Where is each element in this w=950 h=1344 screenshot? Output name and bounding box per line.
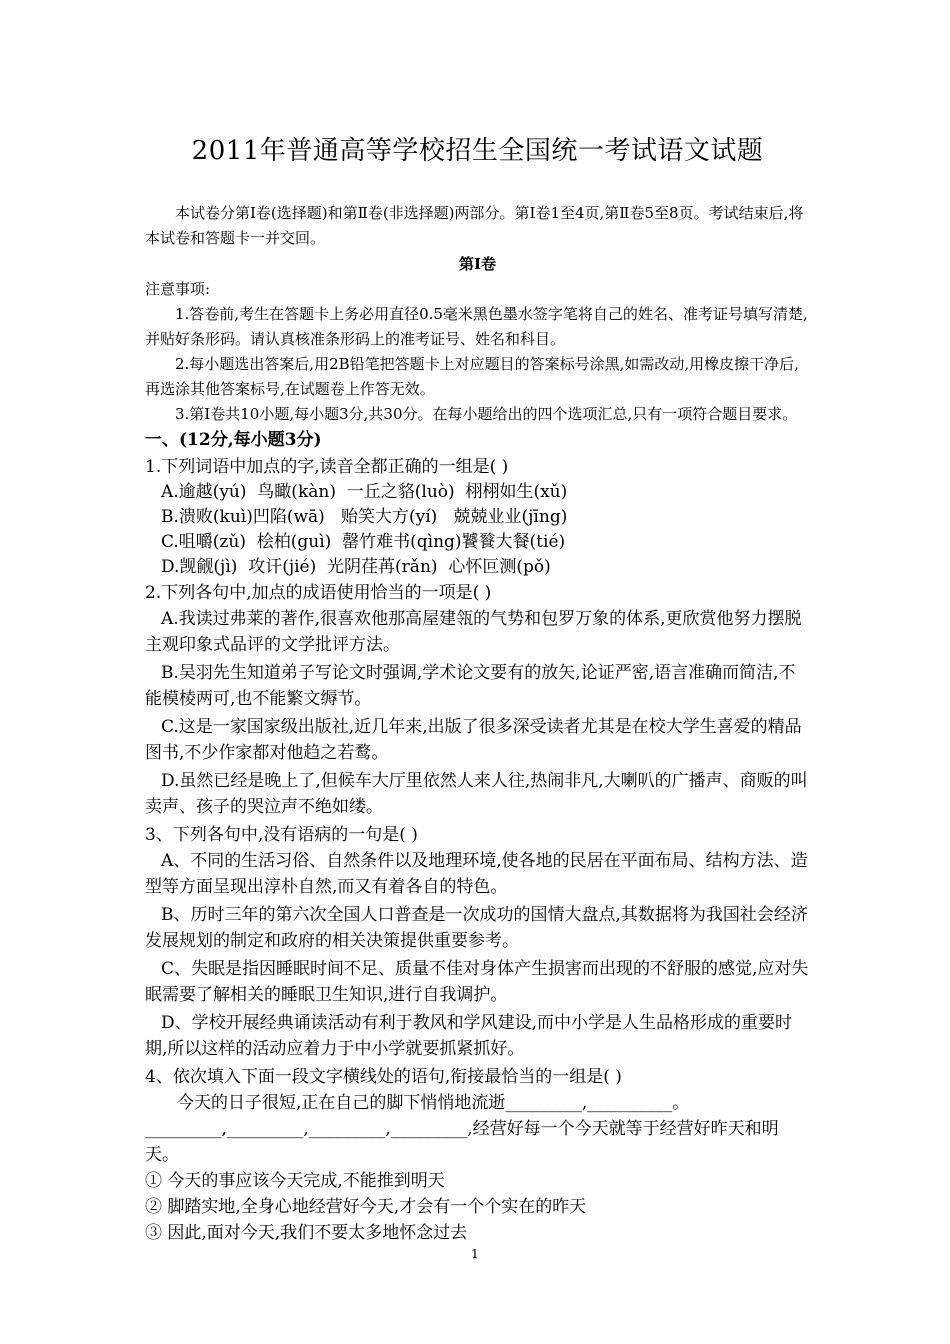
question-1-option-a: A.逾越(yú) 鸟瞰(kàn) 一丘之貉(luò) 栩栩如生(xǔ) [161,482,568,502]
question-3-option-d: D、学校开展经典诵读活动有利于教风和学风建设,而中小学是人生品格形成的重要时期,所以这样的活动应着力于中小学就要抓紧抓好。 [145,1013,793,1059]
question-1-option-d: D.觊觎(jì) 攻讦(jié) 光阴荏苒(rǎn) 心怀叵测(pǒ) [161,557,551,577]
document-content [145,130,810,1246]
question-1-option-c: C.咀嚼(zǔ) 桧柏(guì) 罄竹难书(qìng)饕餮大餐(tié) [161,532,566,552]
question-1-stem: 1.下列词语中加点的字,读音全都正确的一组是( ) [145,457,509,477]
question-4-item: ② 脚踏实地,全身心地经营好今天,才会有一个个实在的昨天 [145,1197,587,1217]
question-2-option-a: A.我读过弗莱的著作,很喜欢他那高屋建瓴的气势和包罗万象的体系,更欣赏他努力摆脱主观印象式品评的文学批评方法。 [145,609,802,655]
exam-title: 2011年普通高等学校招生全国统一考试语文试题 [191,136,764,166]
notice-item: 2.每小题选出答案后,用2B铅笔把答题卡上对应题目的答案标号涂黑,如需改动,用橡皮擦干净后,再选涂其他答案标号,在试题卷上作答无效。 [145,355,799,398]
page-number: 1 [471,1247,479,1261]
notice-heading: 注意事项: [145,280,211,298]
question-2-option-b: B.吴羽先生知道弟子写论文时强调,学术论文要有的放矢,论证严密,语言准确而简洁,不能模棱两可,也不能繁文缛节。 [145,663,796,709]
question-4-item: ① 今天的事应该今天完成,不能推到明天 [145,1171,445,1191]
part-heading: 第Ⅰ卷 [458,255,497,273]
notice-item: 3.第Ⅰ卷共10小题,每小题3分,共30分。在每小题给出的四个选项汇总,只有一项符合题目要求。 [175,405,798,423]
question-1-option-b: B.溃败(kuì)凹陷(wā) 贻笑大方(yí) 兢兢业业(jīng) [161,507,568,527]
question-4-passage: 今天的日子很短,正在自己的脚下悄悄地流逝_________,__________。_________,_________,_________,_________,经营好每一个今天就等于经营好昨天和明天。 [145,1093,779,1165]
question-4-stem: 4、依次填入下面一段文字横线处的语句,衔接最恰当的一组是( ) [145,1067,622,1087]
question-3-option-a: A、不同的生活习俗、自然条件以及地理环境,使各地的民居在平面布局、结构方法、造型等方面呈现出淳朴自然,而又有着各自的特色。 [145,851,808,897]
notice-item: 1.答卷前,考生在答题卡上务必用直径0.5毫米黑色墨水签字笔将自己的姓名、准考证号填写清楚,并贴好条形码。请认真核准条形码上的准考证号、姓名和科目。 [145,305,808,348]
question-3-stem: 3、下列各句中,没有语病的一句是( ) [145,825,418,845]
question-2-option-d: D.虽然已经是晚上了,但候车大厅里依然人来人往,热闹非凡,大喇叭的广播声、商贩的叫卖声、孩子的哭泣声不绝如缕。 [145,771,808,817]
question-4-item: ③ 因此,面对今天,我们不要太多地怀念过去 [145,1223,468,1243]
exam-intro: 本试卷分第Ⅰ卷(选择题)和第Ⅱ卷(非选择题)两部分。第Ⅰ卷1至4页,第Ⅱ卷5至8页。考试结束后,将本试卷和答题卡一并交回。 [145,204,804,247]
question-3-option-b: B、历时三年的第六次全国人口普查是一次成功的国情大盘点,其数据将为我国社会经济发展规划的制定和政府的相关决策提供重要参考。 [145,905,808,951]
section-heading: 一、(12分,每小题3分) [145,430,322,450]
question-2-stem: 2.下列各句中,加点的成语使用恰当的一项是( ) [145,583,492,603]
question-3-option-c: C、失眠是指因睡眠时间不足、质量不佳对身体产生损害而出现的不舒服的感觉,应对失眠需要了解相关的睡眠卫生知识,进行自我调护。 [145,959,809,1005]
question-2-option-c: C.这是一家国家级出版社,近几年来,出版了很多深受读者尤其是在校大学生喜爱的精品图书,不少作家都对他趋之若鹜。 [145,717,802,763]
